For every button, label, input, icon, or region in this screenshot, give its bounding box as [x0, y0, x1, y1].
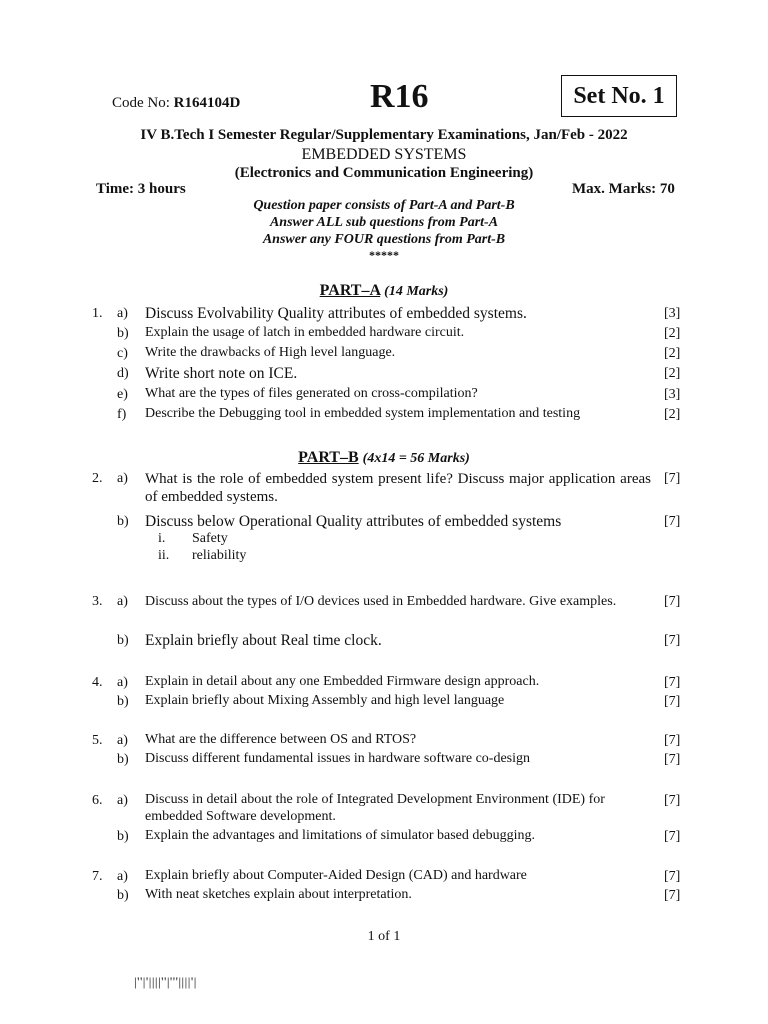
subquestion-text: Describe the Debugging tool in embedded system implementation and testing: [145, 406, 581, 421]
question-number: 4.: [92, 675, 103, 690]
subquestion-text: What is the role of embedded system present life? Discuss major application areas of embedded systems.: [145, 471, 651, 505]
roman-label: ii.: [158, 548, 170, 563]
time-allowed: Time: 3 hours: [96, 181, 186, 197]
marks-label: [7]: [664, 733, 681, 748]
subquestion-text: Explain briefly about Mixing Assembly and high level language: [145, 693, 505, 708]
subquestion-text: Discuss in detail about the role of Integrated Development Environment (IDE) for embedded Software development.: [145, 792, 605, 824]
question-number: 1.: [92, 306, 103, 321]
branch-name: (Electronics and Communication Engineering): [234, 165, 534, 181]
question-number: 3.: [92, 594, 103, 609]
exam-title: IV B.Tech I Semester Regular/Supplementary Examinations, Jan/Feb - 2022: [140, 127, 628, 143]
subquestion-text: Write the drawbacks of High level language.: [145, 345, 396, 360]
subquestion-label: b): [117, 752, 129, 767]
marks-label: [7]: [664, 471, 681, 486]
marks-label: [7]: [664, 694, 681, 709]
subquestion-label: f): [117, 407, 127, 422]
set-number-box: Set No. 1: [561, 75, 677, 117]
subquestion-label: c): [117, 346, 128, 361]
subitem-text: Safety: [192, 531, 228, 546]
question-number: 7.: [92, 869, 103, 884]
code-number: [112, 95, 240, 112]
subquestion-text: Explain briefly about Computer-Aided Design (CAD) and hardware: [145, 868, 527, 883]
marks-label: [7]: [664, 594, 681, 609]
subquestion-label: b): [117, 888, 129, 903]
subquestion-label: d): [117, 366, 129, 381]
regulation-label: R16: [370, 78, 429, 115]
code-label: Code No:: [112, 95, 170, 111]
subquestion-text: Explain in detail about any one Embedded Firmware design approach.: [145, 674, 540, 689]
subquestion-label: b): [117, 829, 129, 844]
part-b-title: PART–B: [298, 449, 359, 466]
part-a-heading: [0, 282, 768, 300]
subquestion-text: Discuss Evolvability Quality attributes of embedded systems.: [145, 305, 527, 322]
subquestion-text: Discuss about the types of I/O devices used in Embedded hardware. Give examples.: [145, 594, 617, 609]
subquestion-label: b): [117, 326, 129, 341]
marks-label: [7]: [664, 633, 681, 648]
code-value: R164104D: [173, 95, 241, 111]
subject-title: EMBEDDED SYSTEMS: [301, 146, 467, 163]
marks-label: [7]: [664, 829, 681, 844]
subitem-text: reliability: [192, 548, 247, 563]
subquestion-label: a): [117, 306, 128, 321]
subquestion-text: What are the types of files generated on cross-compilation?: [145, 386, 478, 401]
part-a-marks: (14 Marks): [384, 284, 449, 299]
marks-label: [7]: [664, 752, 681, 767]
subquestion-text: Write short note on ICE.: [145, 365, 298, 382]
subquestion-label: a): [117, 869, 128, 884]
marks-label: [3]: [664, 387, 681, 402]
subquestion-text: With neat sketches explain about interpretation.: [145, 887, 412, 902]
subquestion-label: b): [117, 694, 129, 709]
subquestion-text: Discuss different fundamental issues in hardware software co-design: [145, 751, 531, 766]
max-marks: Max. Marks: 70: [572, 181, 675, 197]
marks-label: [3]: [664, 306, 681, 321]
subquestion-label: a): [117, 594, 128, 609]
subquestion-text: What are the difference between OS and RTOS?: [145, 732, 417, 747]
roman-label: i.: [158, 531, 166, 546]
marks-label: [7]: [664, 675, 681, 690]
subquestion-label: a): [117, 733, 128, 748]
instruction-line: Answer any FOUR questions from Part-B: [262, 232, 506, 247]
marks-label: [2]: [664, 346, 681, 361]
subquestion-text: Explain briefly about Real time clock.: [145, 632, 382, 649]
marks-label: [7]: [664, 793, 681, 808]
subquestion-label: a): [117, 471, 128, 486]
subquestion-label: e): [117, 387, 128, 402]
part-b-marks: (4x14 = 56 Marks): [362, 451, 470, 466]
subquestion-text: Discuss below Operational Quality attributes of embedded systems: [145, 513, 562, 530]
subquestion-text: Explain the usage of latch in embedded hardware circuit.: [145, 325, 465, 340]
subquestion-label: a): [117, 793, 128, 808]
instruction-line: Question paper consists of Part-A and Part-B: [253, 198, 515, 213]
separator-stars: *****: [369, 248, 399, 262]
question-number: 5.: [92, 733, 103, 748]
marks-label: [2]: [664, 407, 681, 422]
marks-label: [7]: [664, 514, 681, 529]
marks-label: [7]: [664, 869, 681, 884]
part-b-heading: [0, 449, 768, 467]
marks-label: [7]: [664, 888, 681, 903]
subquestion-label: b): [117, 633, 129, 648]
barcode: |''|'||||''|'''||||'|: [134, 974, 197, 989]
subquestion-label: a): [117, 675, 128, 690]
instruction-line: Answer ALL sub questions from Part-A: [269, 215, 499, 230]
subquestion-text: Explain the advantages and limitations of simulator based debugging.: [145, 828, 535, 843]
question-number: 6.: [92, 793, 103, 808]
question-number: 2.: [92, 471, 103, 486]
subquestion-label: b): [117, 514, 129, 529]
part-a-title: PART–A: [319, 282, 381, 299]
marks-label: [2]: [664, 326, 681, 341]
marks-label: [2]: [664, 366, 681, 381]
page-number: 1 of 1: [367, 929, 401, 944]
